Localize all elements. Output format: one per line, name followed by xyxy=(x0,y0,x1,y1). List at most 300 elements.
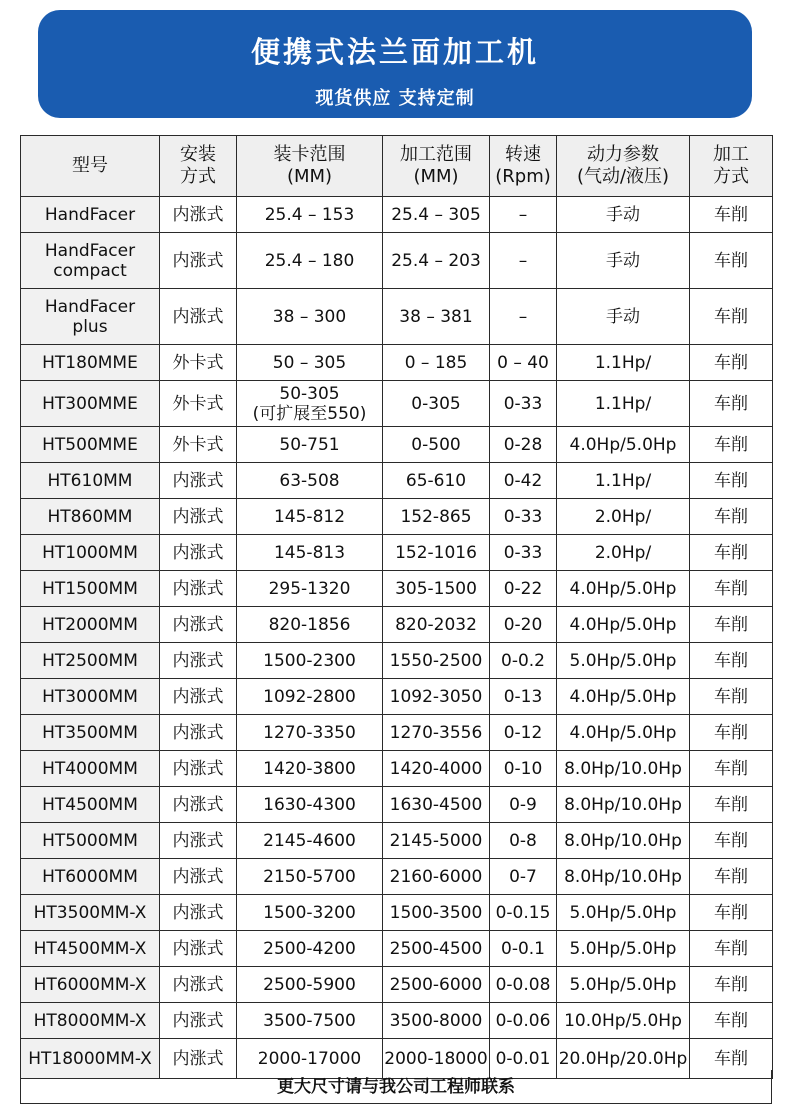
cell-text: 2500-4200 xyxy=(263,938,356,959)
cell-clamping-range xyxy=(237,643,383,679)
cell-text: 车削 xyxy=(714,250,748,271)
cell-speed xyxy=(490,751,557,787)
cell-text: 1092-2800 xyxy=(263,686,356,707)
cell-model xyxy=(21,967,160,1003)
cell-text: 车削 xyxy=(714,1010,748,1031)
cell-machining-method xyxy=(690,1003,773,1039)
cell-clamping-range xyxy=(237,289,383,345)
cell-text: 4.0Hp/5.0Hp xyxy=(569,722,677,743)
cell-text: compact xyxy=(53,260,127,281)
cell-power xyxy=(557,967,690,1003)
page-title: 便携式法兰面加工机 xyxy=(250,35,539,69)
cell-text: 手动 xyxy=(606,250,640,271)
cell-text: 8.0Hp/10.0Hp xyxy=(564,794,682,815)
cell-machining-method xyxy=(690,715,773,751)
cell-clamping-range xyxy=(237,499,383,535)
cell-install-method xyxy=(160,895,237,931)
cell-text: 3500-8000 xyxy=(389,1010,483,1031)
cell-install-method xyxy=(160,381,237,427)
cell-machining-range xyxy=(383,643,490,679)
cell-clamping-range xyxy=(237,967,383,1003)
header-speed xyxy=(490,136,557,197)
cell-power xyxy=(557,823,690,859)
cell-text: 内涨式 xyxy=(172,722,224,743)
cell-text: 车削 xyxy=(714,758,748,779)
table-row xyxy=(21,787,773,823)
cell-model xyxy=(21,197,160,233)
cell-text: (MM) xyxy=(413,166,459,187)
cell-clamping-range xyxy=(237,751,383,787)
cell-text: 1420-3800 xyxy=(263,758,356,779)
cell-power xyxy=(557,381,690,427)
cell-text: 1270-3556 xyxy=(389,722,483,743)
table-row xyxy=(21,463,773,499)
cell-text: HT2500MM xyxy=(42,650,138,671)
table-row xyxy=(21,233,773,289)
cell-text: 820-2032 xyxy=(395,614,477,635)
cell-machining-range xyxy=(383,931,490,967)
table-row xyxy=(21,535,773,571)
cell-machining-method xyxy=(690,499,773,535)
cell-machining-range xyxy=(383,463,490,499)
cell-text: 车削 xyxy=(714,393,748,414)
cell-text: HT18000MM-X xyxy=(28,1048,152,1069)
cell-text: 50-751 xyxy=(279,434,340,455)
cell-text: 外卡式 xyxy=(172,352,224,373)
cell-model xyxy=(21,931,160,967)
cell-speed xyxy=(490,427,557,463)
cell-text: HT6000MM xyxy=(42,866,138,887)
cell-power xyxy=(557,535,690,571)
cell-text: 1500-2300 xyxy=(263,650,356,671)
cell-text: 车削 xyxy=(714,830,748,851)
cell-text: 车削 xyxy=(714,866,748,887)
cell-power xyxy=(557,1003,690,1039)
cell-text: 0-9 xyxy=(509,794,537,815)
cell-install-method xyxy=(160,967,237,1003)
cell-text: 手动 xyxy=(606,306,640,327)
cell-power xyxy=(557,931,690,967)
cell-install-method xyxy=(160,715,237,751)
cell-text: 车削 xyxy=(714,794,748,815)
cell-speed xyxy=(490,715,557,751)
cell-text: 2500-6000 xyxy=(389,974,483,995)
cell-text: (可扩展至550) xyxy=(252,403,367,424)
cell-text: 0-42 xyxy=(503,470,543,491)
cell-install-method xyxy=(160,607,237,643)
cell-text: 车削 xyxy=(714,506,748,527)
cell-machining-range xyxy=(383,859,490,895)
cell-power xyxy=(557,859,690,895)
cell-speed xyxy=(490,463,557,499)
cell-text: 0-0.15 xyxy=(495,902,551,923)
table-row xyxy=(21,345,773,381)
cell-text: 0-7 xyxy=(509,866,537,887)
footer-note: 更大尺寸请与我公司工程师联系 xyxy=(20,1070,772,1104)
cell-text: 动力参数 xyxy=(587,144,659,165)
cell-machining-method xyxy=(690,967,773,1003)
cell-text: (MM) xyxy=(286,166,333,187)
cell-text: HT610MM xyxy=(47,470,133,491)
table-row xyxy=(21,607,773,643)
cell-model xyxy=(21,571,160,607)
cell-text: HT5000MM xyxy=(42,830,138,851)
cell-text: 0-33 xyxy=(503,542,543,563)
cell-speed xyxy=(490,895,557,931)
cell-text: 5.0Hp/5.0Hp xyxy=(569,902,677,923)
cell-speed xyxy=(490,345,557,381)
cell-text: 0-8 xyxy=(509,830,537,851)
cell-speed xyxy=(490,381,557,427)
cell-machining-range xyxy=(383,787,490,823)
cell-machining-method xyxy=(690,787,773,823)
cell-text: 8.0Hp/10.0Hp xyxy=(564,866,682,887)
cell-machining-range xyxy=(383,571,490,607)
cell-text: HandFacer xyxy=(44,296,136,317)
cell-text: 2500-4500 xyxy=(389,938,483,959)
cell-speed xyxy=(490,499,557,535)
cell-text: 车削 xyxy=(714,902,748,923)
cell-text: – xyxy=(518,306,528,327)
cell-machining-range xyxy=(383,715,490,751)
cell-machining-range xyxy=(383,607,490,643)
cell-text: 38 – 381 xyxy=(399,306,473,327)
cell-speed xyxy=(490,859,557,895)
cell-text: 4.0Hp/5.0Hp xyxy=(569,686,677,707)
cell-text: 内涨式 xyxy=(172,866,224,887)
cell-machining-method xyxy=(690,463,773,499)
cell-text: 0-33 xyxy=(503,393,543,414)
cell-machining-method xyxy=(690,895,773,931)
cell-machining-method xyxy=(690,751,773,787)
cell-text: 方式 xyxy=(713,166,749,187)
cell-model xyxy=(21,427,160,463)
cell-text: HT4500MM-X xyxy=(33,938,147,959)
cell-text: 1630-4500 xyxy=(389,794,483,815)
cell-text: 4.0Hp/5.0Hp xyxy=(569,578,677,599)
cell-text: 50 – 305 xyxy=(272,352,347,373)
cell-text: 2145-4600 xyxy=(263,830,356,851)
cell-text: 内涨式 xyxy=(172,902,224,923)
table-row xyxy=(21,289,773,345)
title-banner xyxy=(38,10,752,118)
table-row xyxy=(21,1003,773,1039)
cell-install-method xyxy=(160,859,237,895)
cell-clamping-range xyxy=(237,463,383,499)
cell-text: 1092-3050 xyxy=(389,686,483,707)
cell-text: 车削 xyxy=(714,974,748,995)
table-row xyxy=(21,895,773,931)
cell-text: 内涨式 xyxy=(172,650,224,671)
cell-text: 152-1016 xyxy=(395,542,477,563)
cell-power xyxy=(557,751,690,787)
cell-machining-method xyxy=(690,823,773,859)
table-row xyxy=(21,859,773,895)
cell-model xyxy=(21,233,160,289)
cell-text: 加工 xyxy=(713,144,749,165)
cell-machining-range xyxy=(383,967,490,1003)
cell-machining-range xyxy=(383,823,490,859)
cell-text: HT3500MM-X xyxy=(33,902,147,923)
cell-text: HandFacer xyxy=(44,240,136,261)
cell-model xyxy=(21,895,160,931)
table-row xyxy=(21,381,773,427)
cell-text: 车削 xyxy=(714,306,748,327)
cell-clamping-range xyxy=(237,345,383,381)
cell-machining-range xyxy=(383,345,490,381)
cell-speed xyxy=(490,571,557,607)
table-row xyxy=(21,751,773,787)
table-row xyxy=(21,679,773,715)
cell-speed xyxy=(490,289,557,345)
cell-text: 加工范围 xyxy=(400,144,472,165)
cell-machining-range xyxy=(383,233,490,289)
cell-model xyxy=(21,463,160,499)
header-power xyxy=(557,136,690,197)
cell-text: 方式 xyxy=(180,166,216,187)
table-row xyxy=(21,571,773,607)
cell-text: 内涨式 xyxy=(172,830,224,851)
cell-model xyxy=(21,715,160,751)
cell-text: 车削 xyxy=(714,434,748,455)
cell-text: 0-0.1 xyxy=(501,938,545,959)
cell-machining-range xyxy=(383,895,490,931)
cell-install-method xyxy=(160,751,237,787)
cell-text: 1.1Hp/ xyxy=(594,393,652,414)
cell-text: 5.0Hp/5.0Hp xyxy=(569,938,677,959)
table-row xyxy=(21,197,773,233)
cell-text: 5.0Hp/5.0Hp xyxy=(569,650,677,671)
cell-power xyxy=(557,571,690,607)
cell-text: 5.0Hp/5.0Hp xyxy=(569,974,677,995)
cell-text: 0-0.01 xyxy=(495,1048,551,1069)
cell-speed xyxy=(490,931,557,967)
cell-text: HT300MME xyxy=(42,393,138,414)
cell-machining-range xyxy=(383,289,490,345)
cell-text: HT3000MM xyxy=(42,686,138,707)
cell-machining-method xyxy=(690,289,773,345)
cell-power xyxy=(557,787,690,823)
cell-machining-method xyxy=(690,643,773,679)
cell-clamping-range xyxy=(237,859,383,895)
cell-text: HT1000MM xyxy=(42,542,138,563)
cell-text: 0-22 xyxy=(503,578,543,599)
cell-machining-method xyxy=(690,345,773,381)
cell-text: 3500-7500 xyxy=(263,1010,356,1031)
cell-text: 1630-4300 xyxy=(263,794,356,815)
cell-model xyxy=(21,859,160,895)
spec-table xyxy=(20,135,773,1079)
cell-speed xyxy=(490,967,557,1003)
cell-text: 0-0.06 xyxy=(495,1010,551,1031)
cell-clamping-range xyxy=(237,381,383,427)
cell-text: 内涨式 xyxy=(172,204,224,225)
cell-power xyxy=(557,463,690,499)
cell-text: 车削 xyxy=(714,470,748,491)
cell-text: 2150-5700 xyxy=(263,866,356,887)
cell-clamping-range xyxy=(237,823,383,859)
cell-text: 1270-3350 xyxy=(263,722,356,743)
cell-model xyxy=(21,499,160,535)
cell-text: 车削 xyxy=(714,650,748,671)
cell-text: 1500-3500 xyxy=(389,902,483,923)
cell-power xyxy=(557,607,690,643)
cell-text: HT8000MM-X xyxy=(33,1010,147,1031)
cell-text: 0-305 xyxy=(411,393,461,414)
cell-text: 2.0Hp/ xyxy=(594,542,652,563)
cell-text: 0-0.2 xyxy=(501,650,545,671)
cell-text: 4.0Hp/5.0Hp xyxy=(569,614,677,635)
cell-text: 内涨式 xyxy=(172,974,224,995)
header-install-method xyxy=(160,136,237,197)
cell-text: 车削 xyxy=(714,722,748,743)
cell-clamping-range xyxy=(237,895,383,931)
cell-install-method xyxy=(160,823,237,859)
cell-install-method xyxy=(160,427,237,463)
cell-clamping-range xyxy=(237,427,383,463)
cell-text: 车削 xyxy=(714,578,748,599)
cell-text: 1.1Hp/ xyxy=(594,470,652,491)
cell-model xyxy=(21,679,160,715)
cell-text: 1.1Hp/ xyxy=(594,352,652,373)
cell-text: 295-1320 xyxy=(268,578,351,599)
cell-machining-method xyxy=(690,607,773,643)
cell-clamping-range xyxy=(237,535,383,571)
cell-speed xyxy=(490,535,557,571)
table-row xyxy=(21,499,773,535)
cell-power xyxy=(557,427,690,463)
cell-text: 2.0Hp/ xyxy=(594,506,652,527)
cell-clamping-range xyxy=(237,197,383,233)
cell-machining-range xyxy=(383,1003,490,1039)
cell-text: 内涨式 xyxy=(172,938,224,959)
cell-text: 手动 xyxy=(606,204,640,225)
cell-text: 型号 xyxy=(72,155,108,176)
cell-install-method xyxy=(160,289,237,345)
cell-text: 63-508 xyxy=(279,470,340,491)
cell-text: plus xyxy=(72,316,108,337)
cell-text: – xyxy=(518,250,528,271)
cell-speed xyxy=(490,607,557,643)
cell-power xyxy=(557,345,690,381)
cell-text: 0-33 xyxy=(503,506,543,527)
cell-text: HT1500MM xyxy=(42,578,138,599)
cell-text: 820-1856 xyxy=(268,614,351,635)
cell-text: 车削 xyxy=(714,542,748,563)
header-machining-range xyxy=(383,136,490,197)
cell-text: 25.4 – 180 xyxy=(264,250,355,271)
cell-text: 1420-4000 xyxy=(389,758,483,779)
cell-text: 0-12 xyxy=(503,722,543,743)
cell-text: HT860MM xyxy=(47,506,133,527)
header-clamping-range xyxy=(237,136,383,197)
cell-text: – xyxy=(518,204,528,225)
cell-clamping-range xyxy=(237,787,383,823)
cell-text: 50-305 xyxy=(279,383,340,404)
cell-model xyxy=(21,823,160,859)
cell-text: 转速 xyxy=(505,144,541,165)
cell-text: 152-865 xyxy=(400,506,472,527)
table-row xyxy=(21,715,773,751)
cell-power xyxy=(557,197,690,233)
table-row xyxy=(21,967,773,1003)
cell-machining-range xyxy=(383,535,490,571)
cell-clamping-range xyxy=(237,233,383,289)
cell-machining-method xyxy=(690,931,773,967)
cell-text: HT4000MM xyxy=(42,758,138,779)
cell-install-method xyxy=(160,499,237,535)
cell-text: 车削 xyxy=(714,1048,748,1069)
cell-model xyxy=(21,289,160,345)
cell-machining-method xyxy=(690,427,773,463)
header-machining-method xyxy=(690,136,773,197)
cell-text: 内涨式 xyxy=(172,614,224,635)
cell-machining-method xyxy=(690,197,773,233)
cell-text: HandFacer xyxy=(44,204,136,225)
cell-speed xyxy=(490,787,557,823)
cell-text: 10.0Hp/5.0Hp xyxy=(564,1010,682,1031)
cell-model xyxy=(21,643,160,679)
cell-text: 0-20 xyxy=(503,614,543,635)
cell-speed xyxy=(490,643,557,679)
cell-text: HT180MME xyxy=(42,352,138,373)
cell-text: 内涨式 xyxy=(172,470,224,491)
cell-machining-method xyxy=(690,859,773,895)
cell-text: 车削 xyxy=(714,614,748,635)
cell-text: 装卡范围 xyxy=(273,144,346,165)
cell-text: 0 – 185 xyxy=(404,352,468,373)
cell-clamping-range xyxy=(237,571,383,607)
cell-machining-range xyxy=(383,499,490,535)
cell-model xyxy=(21,787,160,823)
cell-text: 1500-3200 xyxy=(263,902,356,923)
cell-install-method xyxy=(160,571,237,607)
cell-power xyxy=(557,895,690,931)
cell-machining-range xyxy=(383,381,490,427)
cell-model xyxy=(21,607,160,643)
cell-power xyxy=(557,643,690,679)
cell-text: 8.0Hp/10.0Hp xyxy=(564,758,682,779)
table-row xyxy=(21,643,773,679)
cell-install-method xyxy=(160,931,237,967)
cell-text: 65-610 xyxy=(405,470,467,491)
cell-text: 38 – 300 xyxy=(272,306,347,327)
cell-power xyxy=(557,679,690,715)
cell-install-method xyxy=(160,787,237,823)
cell-text: 2000-18000 xyxy=(384,1048,488,1069)
cell-text: HT4500MM xyxy=(42,794,138,815)
cell-power xyxy=(557,715,690,751)
cell-text: 0-10 xyxy=(503,758,543,779)
cell-text: 2000-17000 xyxy=(257,1048,362,1069)
cell-clamping-range xyxy=(237,1003,383,1039)
cell-model xyxy=(21,751,160,787)
cell-machining-range xyxy=(383,427,490,463)
cell-text: 内涨式 xyxy=(172,506,224,527)
cell-machining-method xyxy=(690,571,773,607)
cell-power xyxy=(557,289,690,345)
cell-text: 车削 xyxy=(714,352,748,373)
table-row xyxy=(21,427,773,463)
cell-text: 25.4 – 153 xyxy=(264,204,355,225)
cell-text: (气动/液压) xyxy=(576,166,670,187)
cell-text: HT3500MM xyxy=(42,722,138,743)
cell-install-method xyxy=(160,1003,237,1039)
cell-text: 20.0Hp/20.0Hp xyxy=(558,1048,688,1069)
cell-text: 内涨式 xyxy=(172,1010,224,1031)
cell-text: (Rpm) xyxy=(495,166,551,187)
cell-clamping-range xyxy=(237,715,383,751)
